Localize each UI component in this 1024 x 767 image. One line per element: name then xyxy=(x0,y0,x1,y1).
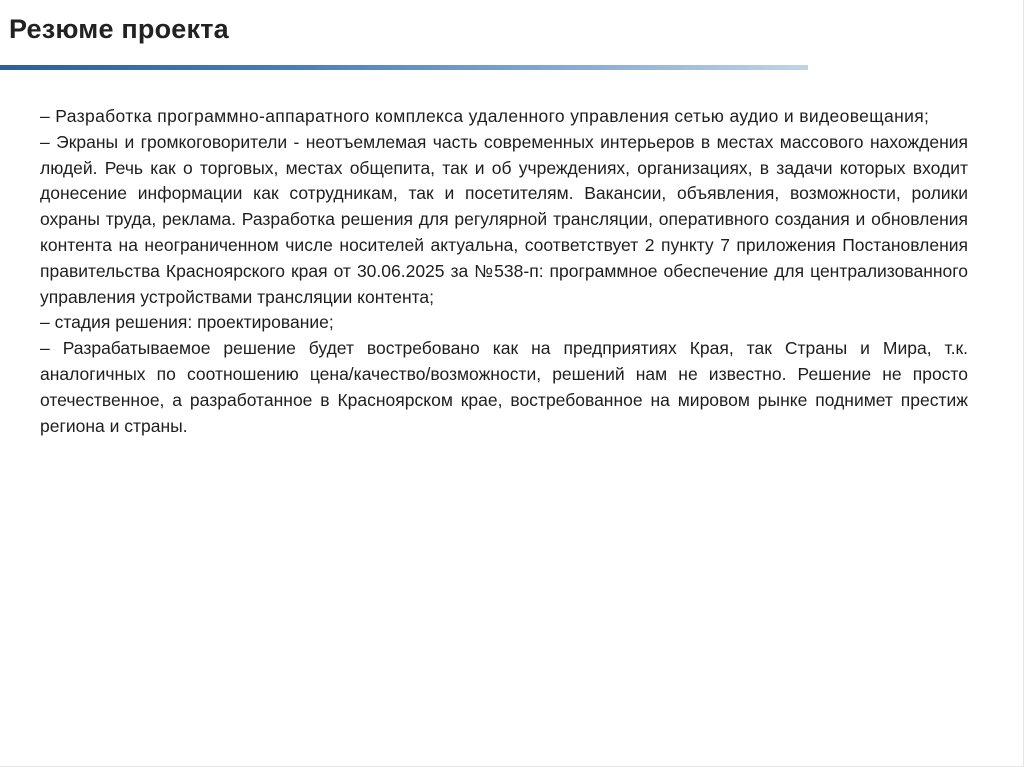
title-underline-bar xyxy=(0,65,808,70)
slide-title: Резюме проекта xyxy=(9,14,229,44)
slide-body xyxy=(40,104,968,439)
paragraph-screens-and-speakers: – Экраны и громкоговорители - неотъемлемая часть современных интерьеров в местах массового нахождения людей. Речь как о торговых, местах общепита, так и об учреждениях, организациях, в задачи которых входит донесение информации как сотрудникам, так и посетителям. Вакансии, объявления, возможности, ролики охраны труда, реклама. Разработка решения для регулярной трансляции, оперативного создания и обновления контента на неограниченном числе носителей актуальна, соответствует 2 пункту 7 приложения Постановления правительства Красноярского края от 30.06.2025 за №538-п: программное обеспечение для централизованного управления устройствами трансляции контента; xyxy=(40,131,968,307)
paragraph-development: – Разработка программно-аппаратного комплекса удаленного управления сетью аудио и видеовещания; xyxy=(40,106,930,126)
paragraph-solution-stage: – стадия решения: проектирование; xyxy=(40,312,334,333)
paragraph-demand: – Разрабатываемое решение будет востребовано как на предприятиях Края, так Страны и Мира, т.к. аналогичных по соотношению цена/качество/возможности, решений нам не известно. Решение не просто отечественное, а разработанное в Красноярском крае, востребованное на мировом рынке поднимет престиж региона и страны. xyxy=(40,338,968,436)
